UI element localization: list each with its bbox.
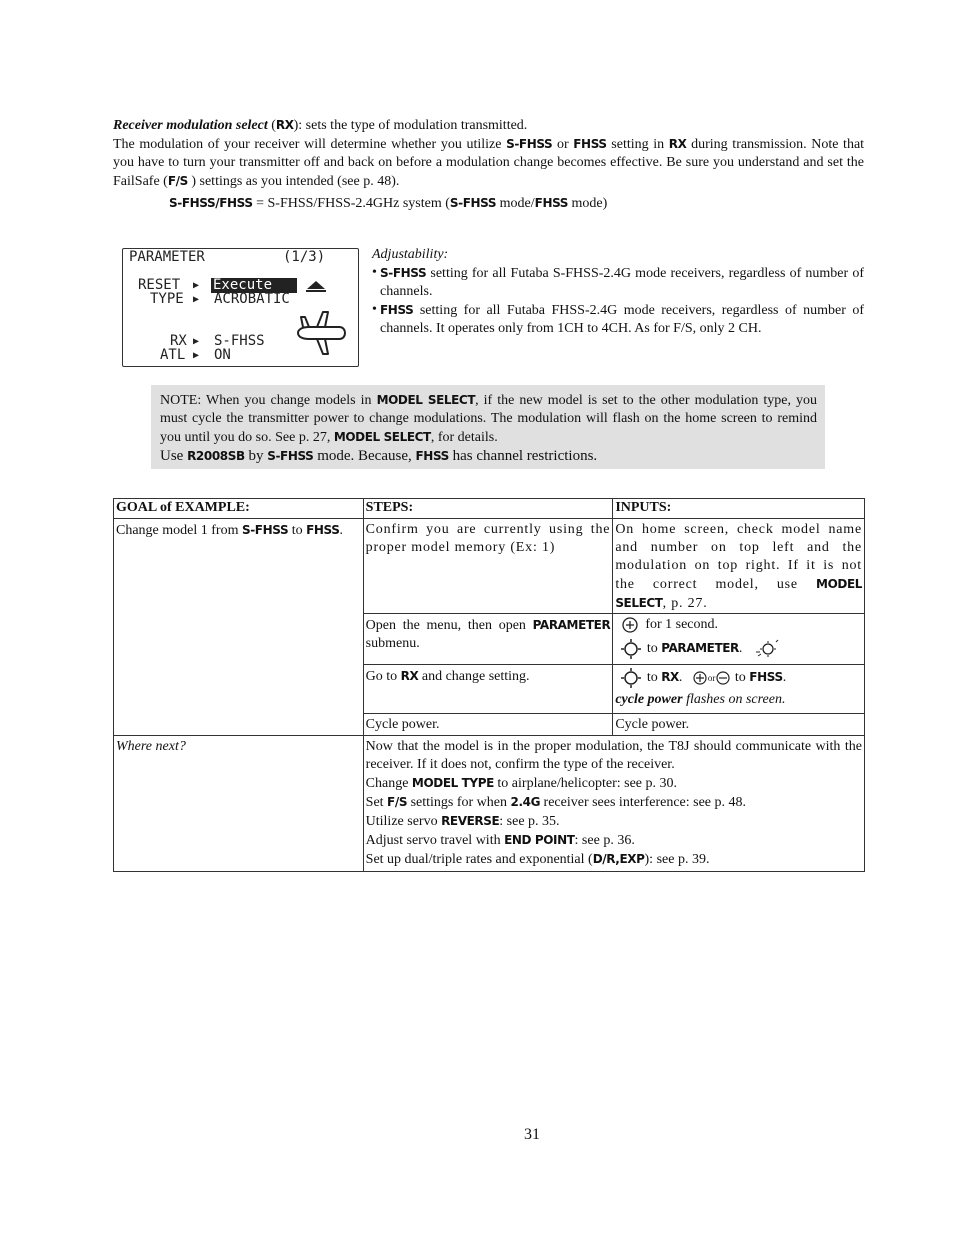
- minus-key-icon: [715, 670, 731, 686]
- system-definition: S-FHSS/FHSS = S-FHSS/FHSS-2.4GHz system (S-FHSS mode/FHSS mode): [169, 196, 608, 211]
- input-cell: On home screen, check model name and number on top left and the modulation on top right. If it is not the correct model, use MODEL SELECT, p. 27.: [613, 519, 865, 614]
- adjustability-caption: Adjustability:: [372, 247, 449, 262]
- arrow-right-icon: ▶: [193, 336, 200, 347]
- arrow-right-icon: ▶: [193, 350, 200, 361]
- lcd-reset-value: Execute: [211, 278, 297, 293]
- lcd-title: PARAMETER: [129, 249, 205, 265]
- dial-icon: [619, 638, 643, 660]
- plus-key-icon: [692, 670, 708, 686]
- table-header: INPUTS:: [613, 499, 865, 519]
- example-table: [113, 498, 865, 872]
- table-header-row: [114, 499, 865, 519]
- step-cell: Go to RX and change setting.: [363, 665, 613, 714]
- arrow-right-icon: ▶: [193, 294, 200, 305]
- goal-cell: Change model 1 from S-FHSS to FHSS.: [114, 519, 364, 736]
- table-row: [114, 736, 865, 872]
- note-box: NOTE: When you change models in MODEL SELECT, if the new model is set to the other modulation type, you must cycle the transmitter power to change modulations. The modulation will flash on the home screen to remind you until you do so. See p. 27, MODEL SELECT, for details. Use R2008SB by S-FHSS mode. Because, FHSS has channel restrictions.: [151, 385, 825, 469]
- page-number: 31: [524, 1126, 540, 1143]
- adjustability-section: [372, 246, 864, 338]
- intro-paragraph: Receiver modulation select (RX): sets the type of modulation transmitted. The modulation of your receiver will determine whether you utilize S-FHSS or FHSS setting in RX during transmission. Note that you have to turn your transmitter off and back on before a modulation change becomes effective. Be sure you understand and set the FailSafe (F/S ) settings as you intended (see p. 48).: [113, 118, 865, 189]
- lcd-screen: [122, 248, 359, 367]
- plus-key-icon: [621, 616, 639, 634]
- lcd-atl-value: ON: [214, 347, 231, 363]
- list-item: • S-FHSS setting for all Futaba S-FHSS-2.4G mode receivers, regardless of number of channels.: [372, 265, 864, 299]
- table-row: [114, 519, 865, 614]
- lcd-rx-label: RX: [170, 333, 187, 349]
- rx-keyword: RX: [275, 118, 294, 132]
- lcd-type-label: TYPE: [150, 291, 184, 307]
- input-cell: Cycle power.: [613, 714, 865, 736]
- dial-press-icon: [754, 639, 782, 659]
- input-cell: for 1 second. to PARAMETER.: [613, 614, 865, 665]
- dial-icon: [619, 667, 643, 689]
- table-header: STEPS:: [363, 499, 613, 519]
- table-header: GOAL of EXAMPLE:: [114, 499, 364, 519]
- lcd-atl-label: ATL: [160, 347, 186, 363]
- step-cell: Open the menu, then open PARAMETER submenu.: [363, 614, 613, 665]
- input-cell: to RX. or to FHSS. cycle power flashes on screen.: [613, 665, 865, 714]
- lcd-rx-value: S-FHSS: [214, 333, 265, 349]
- section-label: Receiver modulation select: [113, 118, 268, 133]
- arrow-right-icon: ▶: [193, 280, 200, 291]
- airplane-icon: [295, 309, 347, 357]
- lcd-page: (1/3): [283, 249, 326, 265]
- step-cell: Cycle power.: [363, 714, 613, 736]
- execute-symbol-icon: [305, 279, 327, 293]
- list-item: • FHSS setting for all Futaba FHSS-2.4G mode receivers, regardless of number of channels. It operates only from 1CH to 4CH. As for F/S, only 2 CH.: [372, 302, 864, 336]
- step-cell: Confirm you are currently using the proper model memory (Ex: 1): [363, 519, 613, 614]
- lcd-reset-label: RESET: [138, 277, 181, 293]
- where-next-cell: Where next?: [114, 736, 364, 872]
- lcd-type-value: ACROBATIC: [214, 291, 290, 307]
- next-steps-cell: Now that the model is in the proper modulation, the T8J should communicate with the receiver. If it does not, confirm the type of the receiver. Change MODEL TYPE to airplane/helicopter: see p. 30. Set F/S settings for when 2.4G receiver sees interference: see p. 48. Utilize servo REVERSE: see p. 35. Adjust servo travel with END POINT: see p. 36. Set up dual/triple rates and exponential (D/R,EXP): see p. 39.: [363, 736, 864, 872]
